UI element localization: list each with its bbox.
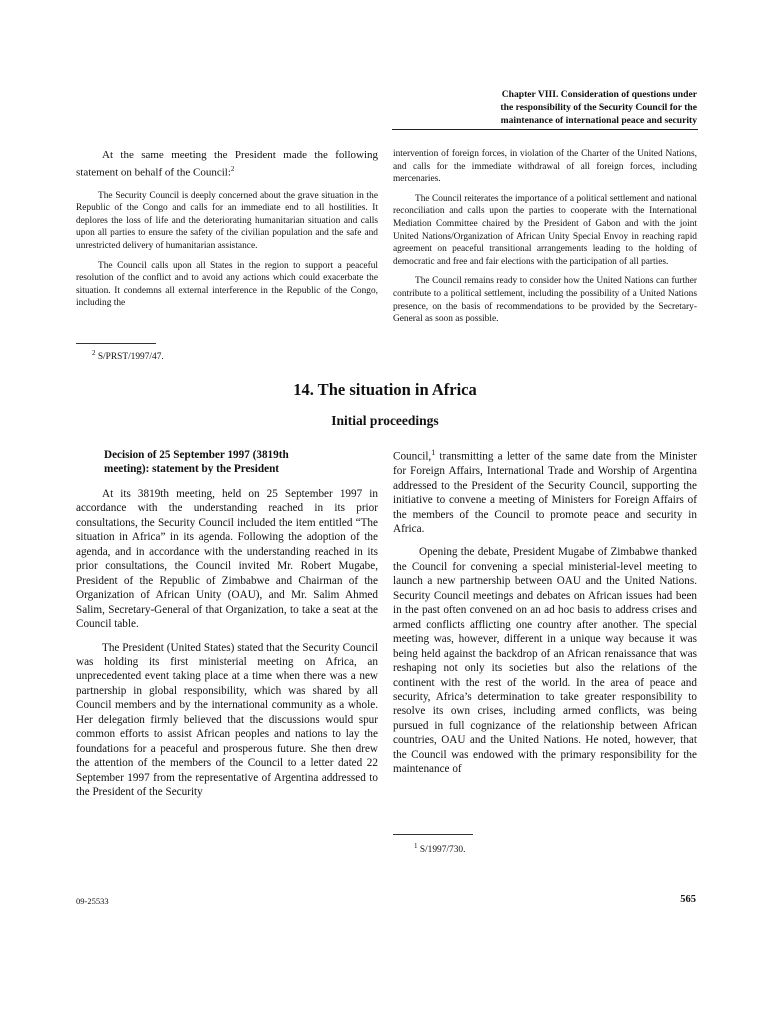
document-id: 09-25533 [76, 896, 109, 906]
footnote-rule-left [76, 343, 156, 344]
footnote-2 [92, 347, 164, 363]
body-paragraph-2-continued [393, 446, 697, 536]
top-right-column [393, 148, 697, 333]
left-body-column [76, 448, 378, 809]
para-start: Council, [393, 450, 432, 463]
footnote-2-number: 2 [92, 349, 96, 357]
body-paragraph-1: At its 3819th meeting, held on 25 September 1997 in accordance with the understanding reached in its prior consultations, the Security Council included the item entitled “The situation in Africa” in its agenda. Following the adoption of the agenda, and in accordance with the understanding reached in its prior consultations, the Council invited Mr. Robert Mugabe, President of the Republic of Zimbabwe and Chairman of the Organization of African Unity (OAU), and Mr. Salim Ahmed Salim, Secretary-General of that Organization, to take a seat at the Council table. [76, 488, 378, 631]
decision-heading [104, 448, 378, 476]
running-head-rule [392, 129, 698, 130]
section-title: 14. The situation in Africa [293, 380, 477, 399]
decision-heading-line-2: meeting): statement by the President [104, 463, 280, 475]
subsection-title: Initial proceedings [331, 413, 439, 428]
footnote-1 [414, 840, 465, 856]
statement-paragraph-4: The Council remains ready to consider how the United Nations can further contribute to a political settlement, including the possibility of a United Nations presence, on the basis of recommendations to be provided by the Secretary-General as soon as possible. [393, 276, 697, 325]
footnote-ref-1: 1 [431, 448, 436, 457]
footnote-1-text: S/1997/730. [419, 845, 466, 856]
statement-paragraph-2: The Council calls upon all States in the region to support a peaceful resolution of the conflict and to avoid any actions which could exacerbate the situation. It condemns all external interference in the Republic of the Congo, including the [76, 260, 378, 309]
top-left-column [76, 148, 378, 317]
footnote-rule-right [393, 834, 473, 835]
body-paragraph-3: Opening the debate, President Mugabe of Zimbabwe thanked the Council for convening a special ministerial-level meeting to launch a new partnership between OAU and the United Nations. Security Council meetings and debates on African issues had been in the past often convened on an ad hoc basis to address crises and armed conflicts afflicting one country after another. The special meeting was, however, different in a unique way because it was being held against the backdrop of an African renaissance that was reshaping not only its societies but also the relations of the continent with the rest of the world. In the area of peace and security, Africa’s determination to take greater responsibility to resolve its own crises, including armed conflicts, was being pursued in full cognizance of the relationship between African countries, OAU and the United Nations. He noted, however, that the Council was endowed with the primary responsibility for the maintenance of [393, 546, 697, 776]
body-paragraph-2: The President (United States) stated that the Security Council was holding its first ministerial meeting on Africa, an unprecedented event taking place at a time when there was a new partnership in global responsibility, which was shared by all Council members and by the international community as a whole. Her delegation firmly believed that the discussions would spur common efforts to assist African peoples and nations to lay the foundations for a peaceful and prosperous future. She then drew the attention of the members of the Council to a letter dated 22 September 1997 from the representative of Argentina addressed to the President of the Security [76, 641, 378, 799]
right-body-column [393, 446, 697, 786]
footnote-ref-2: 2 [230, 165, 235, 173]
statement-paragraph-3: The Council reiterates the importance of a political settlement and national reconciliation and calls upon the parties to cooperate with the International Mediation Committee chaired by the President of Gabon and with the joint United Nations/Organization of African Unity Special Envoy in reaching rapid agreement on peaceful transitional arrangements leading to the holding of democratic and free and fair elections with the participation of all parties. [393, 193, 697, 267]
page-number: 565 [680, 894, 696, 905]
running-head-line-3: maintenance of international peace and security [500, 115, 697, 126]
footnote-2-text: S/PRST/1997/47. [97, 352, 164, 363]
footnote-1-number: 1 [414, 842, 418, 850]
running-head [440, 88, 697, 127]
decision-heading-line-1: Decision of 25 September 1997 (3819th [104, 449, 289, 461]
statement-intro [76, 148, 378, 180]
running-head-line-1: Chapter VIII. Consideration of questions under [501, 89, 697, 100]
statement-paragraph-2-continued: intervention of foreign forces, in violation of the Charter of the United Nations, and calls for the immediate withdrawal of all foreign forces, including mercenaries. [393, 149, 697, 185]
running-head-line-2: the responsibility of the Security Council for the [500, 102, 697, 113]
para-rest: transmitting a letter of the same date from the Minister for Foreign Affairs, International Trade and Worship of Argentina addressed to the President of the Security Council, supporting the initiative to convene a meeting of Ministers for Foreign Affairs of the members of the Council to promote peace and security in Africa. [393, 450, 697, 535]
statement-intro-text: At the same meeting the President made the following statement on behalf of the Council: [76, 149, 378, 179]
statement-paragraph-1: The Security Council is deeply concerned about the grave situation in the Republic of the Congo and calls for an immediate end to all hostilities. It deplores the loss of life and the deteriorating humanitarian situation and calls upon all parties to ensure the safety of the civilian population and the safe and unrestricted delivery of humanitarian assistance. [76, 190, 378, 252]
